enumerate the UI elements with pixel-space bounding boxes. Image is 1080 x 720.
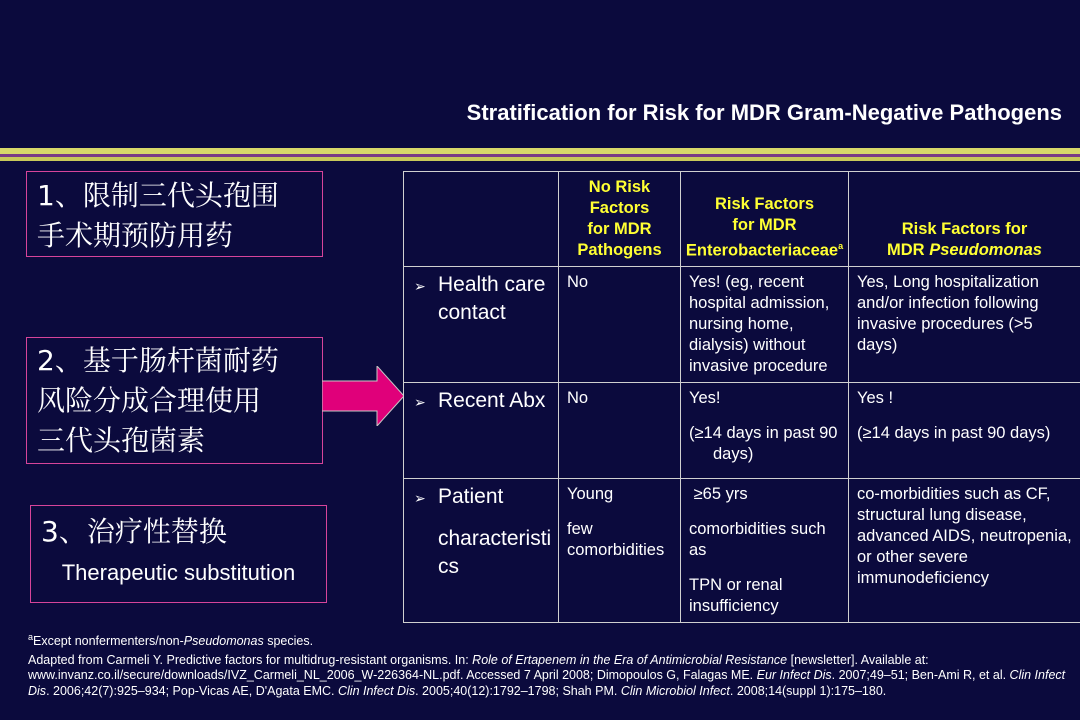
row-label-line: cs: [438, 555, 459, 578]
cell-line: TPN or renal: [689, 576, 783, 594]
strategy-box-1-line: 1、限制三代头孢围: [37, 179, 279, 212]
cell-line: comorbidities: [567, 541, 665, 559]
cell-line: insufficiency: [689, 597, 779, 615]
row-label-line: Patient: [438, 485, 504, 508]
cell-line: co-morbidities such as CF,: [857, 485, 1051, 503]
cell-pseudomonas: [849, 267, 1080, 383]
arrow-bullet-icon: ➢: [414, 395, 426, 411]
header-line: Pathogens: [577, 241, 662, 259]
header-line-italic: Pseudomonas: [929, 241, 1042, 259]
cell-line: days): [713, 445, 754, 463]
divider-stripe-bottom: [0, 157, 1080, 161]
footnote-a: $^a$Except nonfermenters/non-Pseudomonas species.: [28, 632, 314, 649]
cell-line: few: [567, 520, 593, 538]
header-no-risk: [559, 172, 681, 267]
strategy-box-3-english: Therapeutic substitution: [61, 560, 296, 585]
cell-line: advanced AIDS, neutropenia,: [857, 527, 1072, 545]
strategy-box-1-line: 手术期预防用药: [37, 219, 234, 252]
strategy-box-2-line: 三代头孢菌素: [37, 424, 206, 457]
cell-pseudomonas: [849, 479, 1080, 623]
row-label-health-care: [404, 267, 559, 383]
table-header-row: [404, 172, 1080, 267]
table-row: [404, 267, 1080, 383]
cell-line: Yes! (eg, recent: [689, 273, 804, 291]
cell-enterobacteriaceae: [681, 267, 849, 383]
cell-line: nursing home,: [689, 315, 794, 333]
row-label-line: characteristi: [438, 527, 552, 550]
right-arrow-icon: [322, 366, 404, 426]
row-label-recent-abx: [404, 383, 559, 479]
strategy-box-3-chinese: 3、治疗性替换: [41, 515, 227, 548]
cell-line: No: [567, 389, 589, 407]
strategy-box-2-line: 风险分成合理使用: [37, 384, 262, 417]
strategy-box-2: [26, 337, 323, 464]
cell-pseudomonas: [849, 383, 1080, 479]
cell-line: invasive procedures (>5 days): [857, 315, 1033, 354]
strategy-box-3: [30, 505, 327, 603]
table-row: [404, 383, 1080, 479]
cell-line: ≥65 yrs: [689, 485, 748, 503]
arrow-bullet-icon: ➢: [414, 279, 426, 295]
cell-line: comorbidities such as: [689, 520, 826, 559]
header-pseudomonas: [849, 172, 1080, 267]
slide-title: Stratification for Risk for MDR Gram-Negative Pathogens: [466, 100, 1062, 125]
row-label-line: Health care: [438, 273, 546, 296]
cell-line: invasive procedure: [689, 357, 828, 375]
header-line: for MDR: [587, 220, 652, 238]
row-label-line: Recent Abx: [438, 389, 546, 412]
cell-enterobacteriaceae: [681, 479, 849, 623]
reference-text: Adapted from Carmeli Y. Predictive factors for multidrug-resistant organisms. In: Role of Ertapenem in the Era of Antimicrobial Resistance [newsletter]. Available at: www.invanz.co.il/secure/downloads/IVZ_Carmeli_NL_2006_W-226364-NL.pdf. Accessed 7 April 2008; Dimopoulos G, Falagas ME. Eur Infect Dis. 2007;49–51; Ben-Ami R, et al. Clin Infect Dis. 2006;42(7):925–934; Pop-Vicas AE, D'Agata EMC. Clin Infect Dis. 2005;40(12):1792–1798; Shah PM. Clin Microbiol Infect. 2008;14(suppl 1):175–180.: [28, 652, 1066, 698]
cell-no-risk: [559, 383, 681, 479]
risk-stratification-table: [403, 171, 1080, 623]
cell-line: Yes, Long hospitalization: [857, 273, 1039, 291]
row-label-patient: [404, 479, 559, 623]
header-line: Risk Factors for: [901, 220, 1028, 238]
header-line: Factors: [589, 199, 650, 217]
header-line: Enterobacteriaceae: [685, 241, 839, 259]
header-footnote-mark: a: [838, 240, 844, 251]
header-enterobacteriaceae: [681, 172, 849, 267]
cell-line: and/or infection following: [857, 294, 1039, 312]
cell-no-risk: [559, 267, 681, 383]
cell-line: (≥14 days in past 90: [689, 424, 838, 442]
cell-no-risk: [559, 479, 681, 623]
cell-line: Yes!: [689, 389, 721, 407]
cell-line: immunodeficiency: [857, 569, 990, 587]
cell-line: Yes !: [857, 389, 894, 407]
footnote-mark: a: [28, 632, 34, 642]
header-line: MDR: [887, 241, 930, 259]
cell-line: (≥14 days in past 90 days): [857, 424, 1051, 442]
cell-line: dialysis) without: [689, 336, 806, 354]
row-label-line: contact: [438, 301, 506, 324]
cell-line: hospital admission,: [689, 294, 830, 312]
cell-line: Young: [567, 485, 614, 503]
footnotes: [28, 630, 1073, 699]
header-line: for MDR: [732, 215, 797, 234]
header-empty-cell: [404, 172, 559, 267]
strategy-box-2-line: 2、基于肠杆菌耐药: [37, 344, 279, 377]
cell-line: or other severe: [857, 548, 968, 566]
header-line: Risk Factors: [714, 194, 815, 213]
cell-line: structural lung disease,: [857, 506, 1027, 524]
arrow-bullet-icon: ➢: [414, 491, 426, 507]
cell-enterobacteriaceae: [681, 383, 849, 479]
table-row: [404, 479, 1080, 623]
strategy-box-1: [26, 171, 323, 257]
cell-line: No: [567, 273, 589, 291]
header-line: No Risk: [588, 178, 651, 196]
